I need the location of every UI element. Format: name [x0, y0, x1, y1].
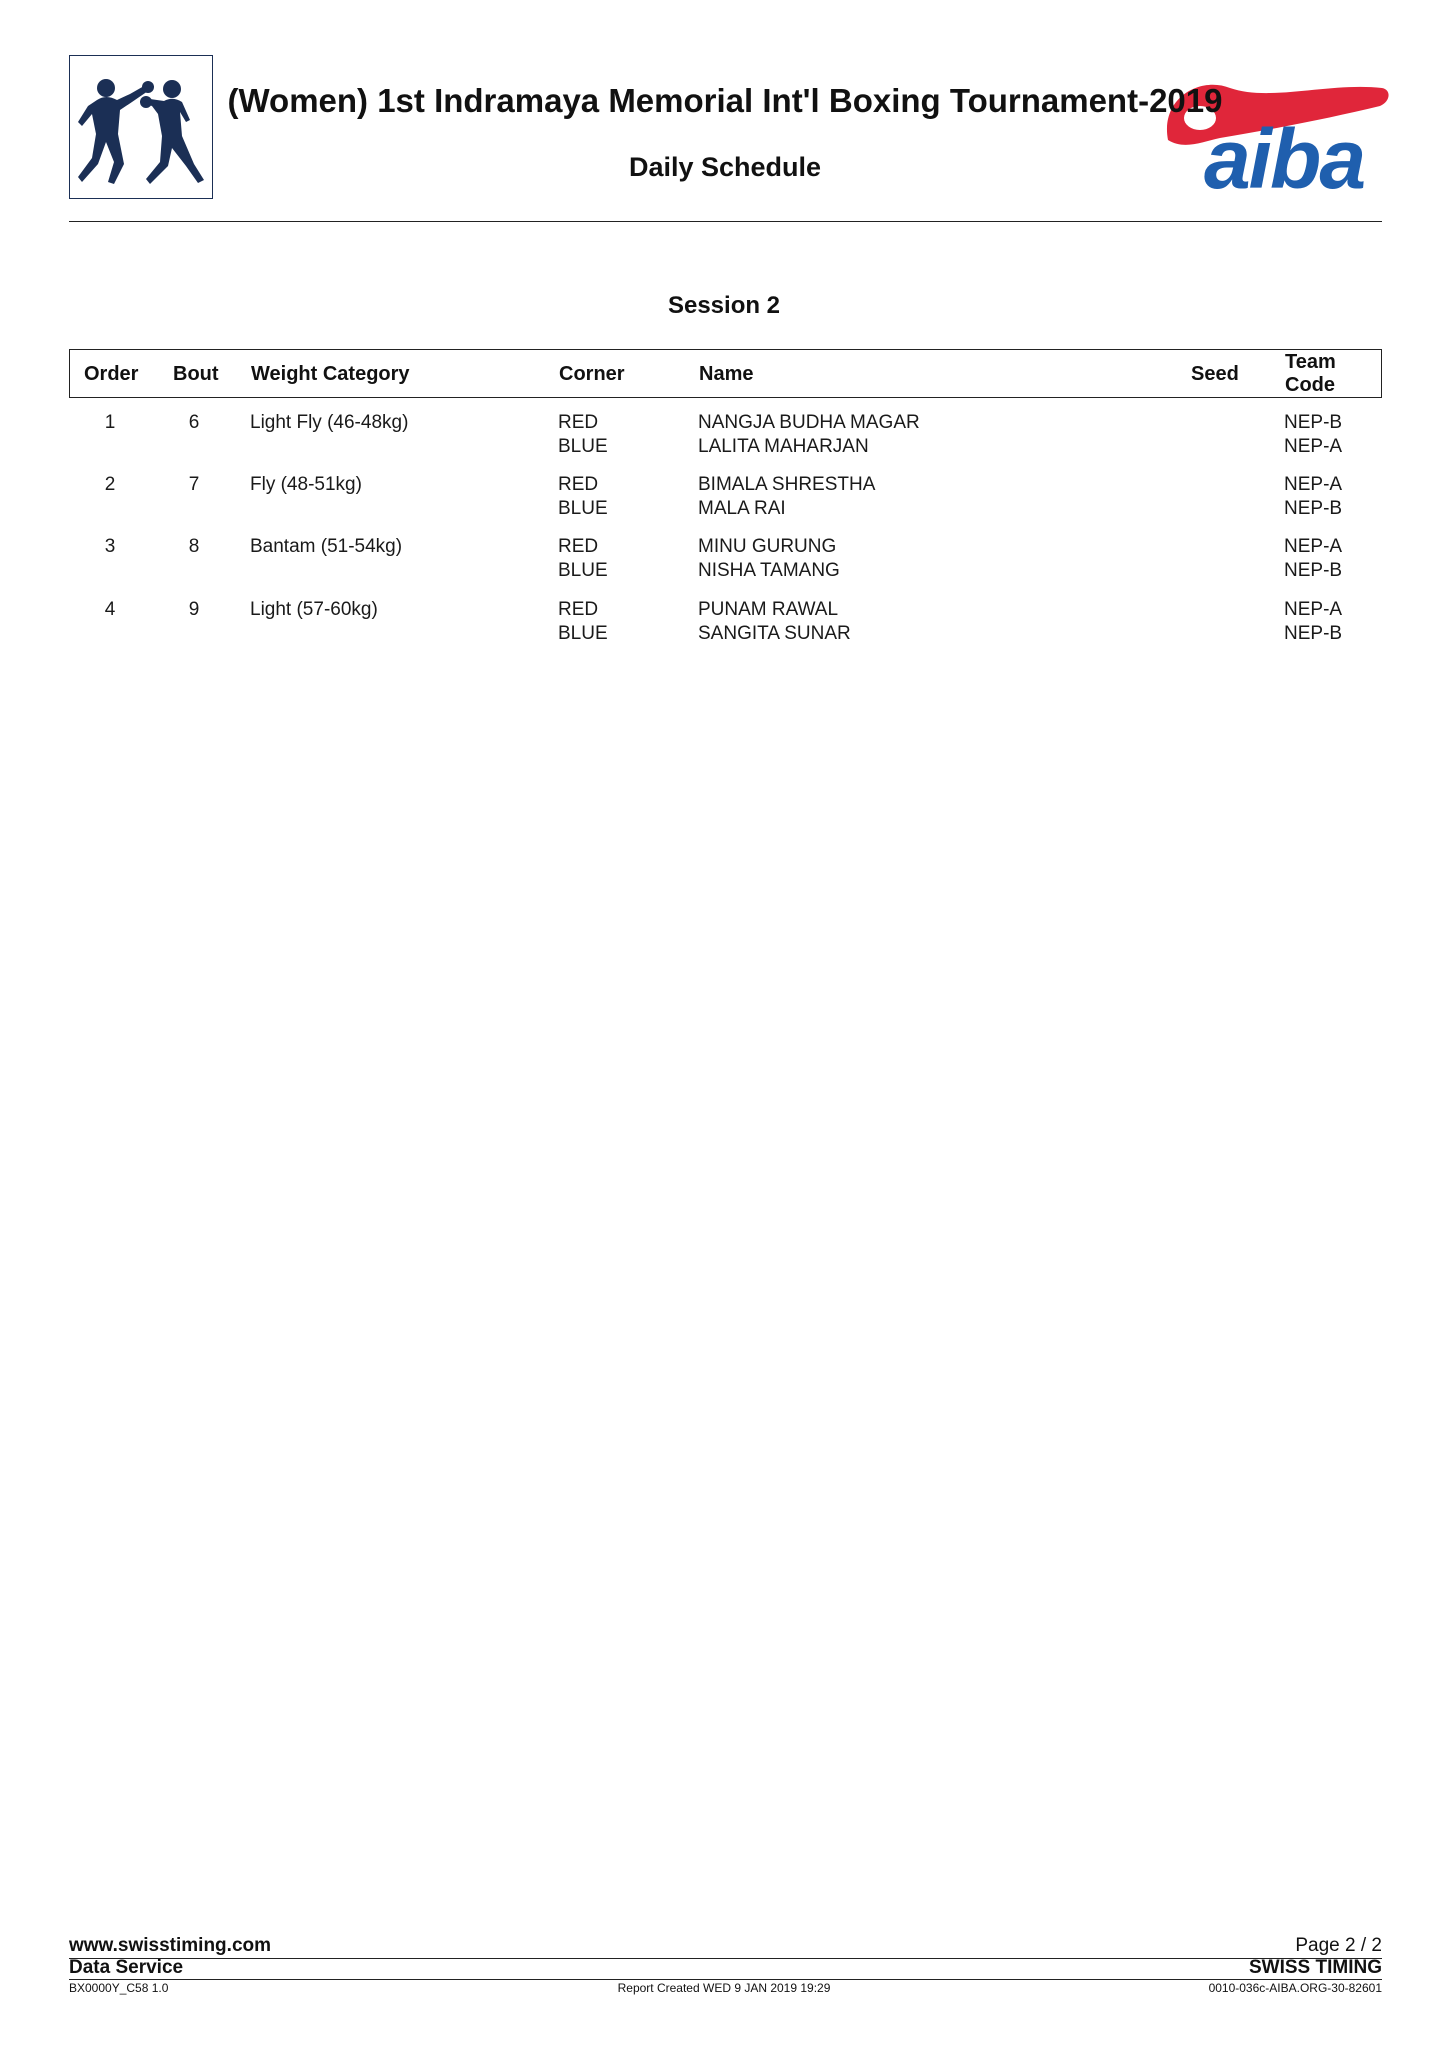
- bout-number: 8: [188, 536, 200, 557]
- team-code-blue: NEP-B: [1284, 623, 1343, 644]
- column-header-team-code: [1285, 351, 1336, 397]
- boxer-name-blue: LALITA MAHARJAN: [698, 436, 869, 457]
- aiba-logo-icon: [1160, 58, 1392, 196]
- corner-red: RED: [558, 536, 599, 557]
- corner-red: RED: [558, 412, 599, 433]
- bout-order: 2: [104, 474, 116, 495]
- column-header-name: Name: [699, 363, 754, 385]
- team-code-red: NEP-A: [1284, 474, 1343, 495]
- bout-order: 4: [104, 599, 116, 620]
- bout-number: 9: [188, 599, 200, 620]
- footer-data-service: Data Service: [69, 1957, 184, 1978]
- page-subtitle: Daily Schedule: [628, 152, 822, 182]
- corner-blue: BLUE: [558, 436, 608, 457]
- boxer-name-red: NANGJA BUDHA MAGAR: [698, 412, 920, 433]
- column-header-team-line2: Code: [1285, 374, 1335, 396]
- bout-number: 6: [188, 412, 200, 433]
- column-header-weight-category: Weight Category: [251, 363, 410, 385]
- aiba-logo-text: aiba: [1203, 112, 1365, 196]
- corner-red: RED: [558, 599, 599, 620]
- team-code-red: NEP-A: [1284, 599, 1343, 620]
- boxer-name-blue: MALA RAI: [698, 498, 786, 519]
- corner-blue: BLUE: [558, 623, 608, 644]
- corner-red: RED: [558, 474, 599, 495]
- team-code-blue: NEP-B: [1284, 560, 1343, 581]
- footer-document-code: BX0000Y_C58 1.0: [69, 1981, 169, 1995]
- weight-category: Light (57-60kg): [250, 599, 378, 620]
- team-code-blue: NEP-A: [1284, 436, 1343, 457]
- footer-report-created: Report Created WED 9 JAN 2019 19:29: [617, 1981, 831, 1995]
- table-header: [69, 349, 1382, 398]
- column-header-order: Order: [84, 363, 139, 385]
- column-header-corner: Corner: [559, 363, 625, 385]
- bout-number: 7: [188, 474, 200, 495]
- boxer-name-red: MINU GURUNG: [698, 536, 837, 557]
- boxer-name-red: PUNAM RAWAL: [698, 599, 839, 620]
- column-header-team-line1: Team: [1285, 351, 1336, 373]
- corner-blue: BLUE: [558, 560, 608, 581]
- boxer-name-blue: NISHA TAMANG: [698, 560, 840, 581]
- weight-category: Light Fly (46-48kg): [250, 412, 409, 433]
- team-code-red: NEP-A: [1284, 536, 1343, 557]
- table-row: [0, 411, 1448, 459]
- session-title: Session 2: [667, 292, 781, 319]
- column-header-seed: Seed: [1191, 363, 1239, 385]
- bout-order: 1: [104, 412, 116, 433]
- footer-divider-top: [69, 1958, 1382, 1959]
- boxer-name-red: BIMALA SHRESTHA: [698, 474, 876, 495]
- weight-category: Bantam (51-54kg): [250, 536, 403, 557]
- corner-blue: BLUE: [558, 498, 608, 519]
- footer-brand: SWISS TIMING: [1249, 1957, 1382, 1978]
- table-row: [0, 473, 1448, 521]
- boxers-logo-icon: [69, 55, 213, 199]
- page-title: (Women) 1st Indramaya Memorial Int'l Boxing Tournament-2019: [227, 82, 1223, 119]
- boxer-name-blue: SANGITA SUNAR: [698, 623, 851, 644]
- header-divider: [69, 221, 1382, 222]
- footer-url-link[interactable]: www.swisstiming.com: [69, 1935, 272, 1956]
- column-header-bout: Bout: [173, 363, 219, 385]
- table-row: [0, 598, 1448, 646]
- bout-order: 3: [104, 536, 116, 557]
- team-code-red: NEP-B: [1284, 412, 1343, 433]
- footer-page-number: Page 2 / 2: [1295, 1935, 1382, 1956]
- table-row: [0, 535, 1448, 583]
- team-code-blue: NEP-B: [1284, 498, 1343, 519]
- footer-report-code: 0010-036c-AIBA.ORG-30-82601: [1208, 1981, 1382, 1995]
- weight-category: Fly (48-51kg): [250, 474, 362, 495]
- footer-divider-bottom: [69, 1979, 1382, 1980]
